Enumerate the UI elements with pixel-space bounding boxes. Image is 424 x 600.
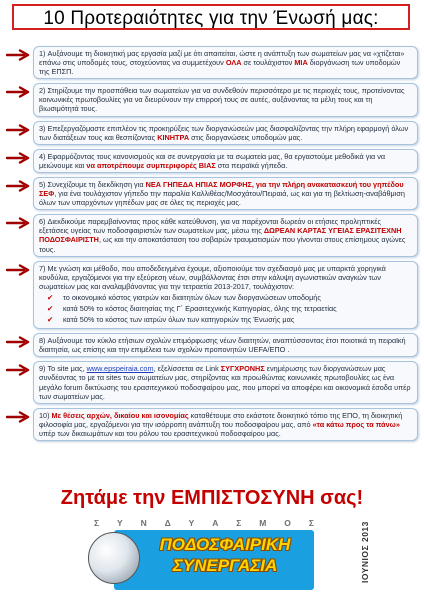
item-number: 10) <box>39 410 50 420</box>
item-text: Διεκδικούμε παρεμβαίνοντας προς κάθε κατεύθυνση, για να παρέχονται δωρεάν οι ετήσιες προληπτικές εξετάσεις υγείας των ποδοσφαιριστών των σωματείων μας, μέσω της <box>39 217 381 236</box>
item-text: , εξελίσσεται σε Link <box>153 364 221 374</box>
priority-text-box <box>33 333 418 357</box>
priority-item <box>6 361 418 403</box>
item-text: Στηρίζουμε την προσπάθεια των σωματείων για να συνδεθούν περισσότερο με τις περιοχές τους, προτείνοντας κοινωνικές πρωτοβουλίες για να διευρύνουν την επιρροή τους σε αυτές, αυξάνοντας τα μέλη τους και τη βιωσιμότητά τους. <box>39 86 405 114</box>
item-text: διοργάνωση των υποδομών της ΕΠΣΠ. <box>39 58 401 77</box>
item-number: 4) <box>39 151 46 161</box>
logo-letter: Ν <box>140 518 147 528</box>
item-highlight: ΜΙΑ <box>294 58 308 68</box>
item-number: 5) <box>39 179 46 189</box>
priorities-list <box>6 46 418 445</box>
item-text: , ως και την αποκατάσταση του σοβαρών τραυματισμών που γίνονται στους επίσημους αγώνες τους. <box>39 235 406 254</box>
item-text: Συνεχίζουμε τη διεκδίκηση για <box>47 179 146 189</box>
right-arrow-icon <box>6 336 30 348</box>
right-arrow-icon <box>6 152 30 164</box>
item-highlight: Με θέσεις αρχών, δικαίου και ισονομίας <box>51 410 189 420</box>
logo-letter: Δ <box>164 518 171 528</box>
item-highlight: ΣΥΓΧΡΟΝΗΣ <box>220 364 265 374</box>
priority-item <box>6 46 418 79</box>
logo-letter: Μ <box>259 518 267 528</box>
priority-item <box>6 261 418 330</box>
item-number: 1) <box>39 49 46 58</box>
item-number: 6) <box>39 217 46 227</box>
call-to-action: Ζητάμε την ΕΜΠΙΣΤΟΣΥΝΗ σας! <box>60 487 364 509</box>
item-highlight: να αποτρέπουμε συμπεριφορές ΒΙΑΣ <box>86 160 216 170</box>
site-link[interactable]: www.epspeiraia.com <box>86 364 154 374</box>
logo-letter: Σ <box>236 518 242 528</box>
item-text: σε τουλάχιστον <box>241 58 295 68</box>
item-text: Εφαρμόζοντας τους κανονισμούς και σε συνεργασία με τα σωματεία μας, θα εργαστούμε μεθοδικά για να μειώνουμε και <box>39 151 386 170</box>
right-arrow-icon <box>6 49 30 61</box>
priority-item <box>6 214 418 256</box>
item-number: 2) <box>39 86 46 96</box>
cost-list-item <box>39 293 412 302</box>
item-highlight: «τα κάτω προς τα πάνω» <box>312 419 400 429</box>
item-highlight: ΝΕΑ ΓΗΠΕΔΑ ΗΠΙΑΣ ΜΟΡΦΗΣ, για την πλήρη ανακατασκευή του γηπέδου ΣΕΦ <box>39 179 404 199</box>
logo-letter: Σ <box>94 518 100 528</box>
priority-text-box <box>33 177 418 210</box>
right-arrow-icon <box>6 86 30 98</box>
item-text: καταθέτουμε στο εκάστοτε διοικητικό τόπιο της ΕΠΟ, τη διοικητική φιλοσοφία μας, εργαζόμενοι για την ισόρροπη ανάπτυξη του ποδοσφαίρου μας, από <box>39 410 403 429</box>
right-arrow-icon <box>6 264 30 276</box>
logo-letter: Α <box>212 518 219 528</box>
item-number: 7) <box>39 263 46 273</box>
logo-letter: Υ <box>188 518 195 528</box>
item-highlight: ΟΛΑ <box>225 58 242 68</box>
item-text: Επεξεργαζόμαστε επιπλέον τις προκηρύξεις των διοργανώσεών μας διασφαλίζοντας την πλήρη εφαρμογή όλων των διατάξεων τους και θεσπίζοντας <box>39 123 409 142</box>
right-arrow-icon <box>6 411 30 423</box>
cost-list-text: κατά 50% το κόστος διαιτησίας της Γ΄ Ερασιτεχνικής Κατηγορίας, όλης της τετραετίας <box>63 303 337 313</box>
priority-text-box <box>33 121 418 145</box>
date-label: ΙΟΥΝΙΟΣ 2013 <box>360 521 370 583</box>
item-number: 8) <box>39 336 46 346</box>
priority-item <box>6 83 418 116</box>
item-text: ενημέρωσης των διοργανώσεων μας συνδέοντας το με τα sites των σωματείων μας, στηρίζοντας και προωθώντας κοινωνικές πρωτοβουλίες ως ένα μεγάλο forum δικτύωσης του ερασιτεχνικού ποδοσφαίρου μας, που μπορεί να αποφέρει και οικονομικά έσοδα υπέρ των σωματείων μας. <box>39 364 411 401</box>
right-arrow-icon <box>6 217 30 229</box>
check-icon: ✔ <box>47 315 54 325</box>
logo-line-1: ΠΟΔΟΣΦΑΙΡΙΚΗ <box>159 535 291 554</box>
item-highlight: ΚΙΝΗΤΡΑ <box>157 132 190 142</box>
right-arrow-icon <box>6 180 30 192</box>
item-text: , για ένα τουλάχιστον γήπεδο την παραλία Καλλιθέας/Μοσχάτου/Πειραιά, ως και για τη βελτίωση-αναβάθμιση όλων των υπαρχόντων γηπέδων μας σε όλες τις περιοχές μας. <box>39 189 405 208</box>
check-icon: ✔ <box>47 303 54 313</box>
check-icon: ✔ <box>47 292 54 302</box>
priority-text-box <box>33 149 418 173</box>
priority-text-box <box>33 214 418 256</box>
item-number: 3) <box>39 123 46 133</box>
logo <box>86 518 322 592</box>
priority-item <box>6 121 418 145</box>
logo-letter: Σ <box>308 518 314 528</box>
right-arrow-icon <box>6 124 30 136</box>
cost-list-item <box>39 304 412 313</box>
logo-letter: Ο <box>284 518 291 528</box>
priority-item <box>6 149 418 173</box>
cost-list <box>39 293 412 324</box>
item-text: Αυξάνουμε τον κύκλο ετήσιων σχολών επιμόρφωσης νέων διαιτητών, αναπτύσσοντας έτσι ποιοτικά τη πειραϊκή διαιτησία, ως επίσης και την επιμέλεια των σχολών προπονητών UEFA/ΕΠΟ . <box>39 336 406 355</box>
right-arrow-icon <box>6 364 30 376</box>
item-text: Με γνώση και μέθοδο, που αποδεδειγμένα έχουμε, αξιοποιούμε τον σχεδιασμό μας με υπαρκτά χορηγικά κονδύλια, εργαζόμενοι για την εξεύρεση νέων, συμβάλλοντας έτσι στην κάλυψη αγωνιστικών αναγκών των σωματείων μας και αναλαμβάνοντας για την τετραετία 2013-2017, τουλάχιστον: <box>39 263 386 291</box>
priority-text-box <box>33 361 418 403</box>
cost-list-text: κατά 50% το κόστος των ιατρών όλων των κατηγοριών της Ένωσής μας <box>63 315 295 325</box>
item-text: Αυξάνουμε τη διοικητική μας εργασία μαζί με ότι απαιτείται, ώστε η ανάπτυξη των σωματείων μας να «χτίζεται» επάνω στις υποδομές τους, στοχεύοντας να συμμετέχουν <box>39 49 405 68</box>
priority-text-box <box>33 261 418 330</box>
item-highlight: ΔΩΡΕΑΝ ΚΑΡΤΑΣ ΥΓΕΙΑΣ ΕΡΑΣΙΤΕΧΝΗ ΠΟΔΟΣΦΑΙΡΙΣΤΗ <box>39 226 402 245</box>
priority-item <box>6 177 418 210</box>
page-title: 10 Προτεραιότητες για την Ένωσή μας: <box>12 4 410 30</box>
priority-item <box>6 333 418 357</box>
item-text: στις διοργανώσεις υποδομών μας. <box>189 132 303 142</box>
logo-letter: Υ <box>117 518 123 528</box>
priority-item <box>6 408 418 441</box>
logo-line-2: ΣΥΝΕΡΓΑΣΙΑ <box>172 556 278 575</box>
item-text: Το site μας, <box>47 364 87 374</box>
item-text: στα πειραϊκά γήπεδα. <box>215 160 288 170</box>
cost-list-item <box>39 315 412 324</box>
logo-top-letters <box>86 518 322 528</box>
priority-text-box <box>33 83 418 116</box>
item-text: υπέρ των δικαιωμάτων και του ρόλου του ερασιτεχνικού ποδοσφαίρου μας. <box>39 428 281 438</box>
item-number: 9) <box>39 364 46 374</box>
cost-list-text: το οικονομικό κόστος γιατρών και διαιτητών όλων των διοργανώσεων υποδομής <box>63 292 321 302</box>
priority-text-box <box>33 46 418 79</box>
priority-text-box <box>33 408 418 441</box>
